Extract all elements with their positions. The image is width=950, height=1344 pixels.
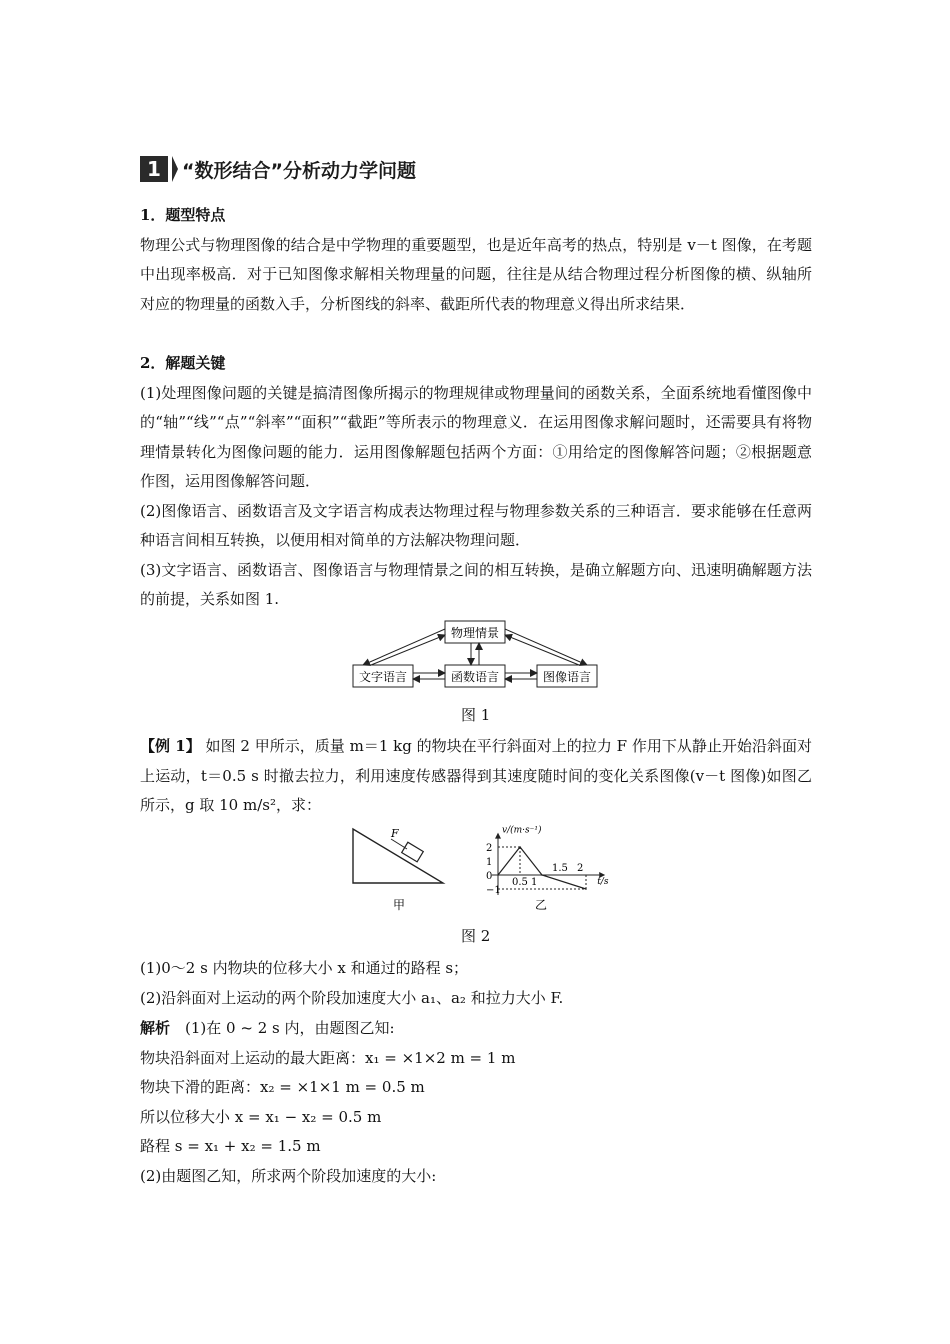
data-point	[497, 874, 499, 876]
solution-line-3: 所以位移大小 x = x₁ − x₂ = 0.5 m	[140, 1107, 382, 1126]
solution-intro: (1)在 0 ~ 2 s 内，由题图乙知:	[185, 1019, 395, 1037]
figure-2-right-caption: 乙	[535, 898, 548, 912]
y-axis-arrow-icon	[495, 833, 501, 839]
force-label: F	[391, 827, 399, 840]
figure-2-incline	[345, 823, 455, 918]
data-point	[541, 874, 543, 876]
x-tick-label: 1	[531, 877, 538, 888]
section-1	[140, 201, 812, 319]
features-paragraph: 物理公式与物理图像的结合是中学物理的重要题型，也是近年高考的热点，特别是 v－t 图像，在考题中出现率极高．对于已知图像求解相关物理量的问题，往往是从结合物理过程分析图像的横、纵轴所对应的物理量的函数入手，分析图线的斜率、截距所代表的物理意义得出所求结果．	[140, 235, 812, 313]
block	[402, 842, 424, 862]
section-title: “数形结合”分析动力学问题	[182, 159, 416, 182]
y-axis-label: v/(m·s⁻¹)	[502, 825, 542, 836]
question-2: (2)沿斜面对上运动的两个阶段加速度大小 a₁、a₂ 和拉力大小 F.	[140, 988, 564, 1007]
solution-line-4: 路程 s = x₁ + x₂ = 1.5 m	[140, 1137, 321, 1155]
key-point-3: (3)文字语言、函数语言、图像语言与物理情景之间的相互转换，是确立解题方向、迅速明确解题方法的前提，关系如图 1.	[140, 560, 812, 608]
x-axis-label: t/s	[597, 877, 609, 887]
key-point-1: (1)处理图像问题的关键是搞清图像所揭示的物理规律或物理量间的函数关系，全面系统地看懂图像中的“轴”“线”“点”“斜率”“面积”“截距”等所表示的物理意义．在运用图像求解问题时，还需要具有将物理情景转化为图像问题的能力．运用图像解题包括两个方面：①用给定的图像解答问题；②根据题意作图，运用图像解答问题．	[140, 383, 812, 490]
data-point	[519, 846, 521, 848]
box-graph-language-label: 图像语言	[542, 670, 592, 684]
box-physical-scene-label: 物理情景	[450, 626, 500, 640]
data-point	[585, 888, 587, 890]
solution-line-1: 物块沿斜面对上运动的最大距离：x₁ = ×1×2 m = 1 m	[140, 1048, 516, 1067]
subheading-key-points: 2．解题关键	[140, 354, 226, 372]
y-tick-label: 0	[486, 871, 493, 882]
figure-2-left-caption: 甲	[393, 898, 406, 912]
subheading-features: 1．题型特点	[140, 206, 226, 224]
figure-2-caption: 图 2	[461, 927, 491, 945]
solution-line-2: 物块下滑的距离：x₂ = ×1×1 m = 0.5 m	[140, 1078, 425, 1096]
section-heading	[140, 152, 416, 186]
y-tick-label: 1	[486, 857, 493, 868]
figure-2-vt-chart	[470, 822, 610, 922]
section-2	[140, 349, 812, 615]
solution-line-5: (2)由题图乙知，所求两个阶段加速度的大小:	[140, 1166, 437, 1185]
box-text-language-label: 文字语言	[358, 670, 408, 684]
question-1: (1)0～2 s 内物块的位移大小 x 和通过的路程 s；	[140, 959, 469, 977]
questions	[140, 954, 812, 1013]
x-tick-label: 2	[577, 863, 584, 874]
solution	[140, 1014, 812, 1191]
example-1	[140, 732, 812, 821]
example-label: 【例 1】	[140, 737, 201, 755]
box-function-language-label: 函数语言	[450, 670, 500, 684]
y-tick-label: 2	[486, 843, 493, 854]
key-point-2: (2)图像语言、函数语言及文字语言构成表达物理过程与物理参数关系的三种语言．要求能够在任意两种语言间相互转换，以便用相对简单的方法解决物理问题．	[140, 501, 812, 549]
force-arrow	[391, 839, 407, 849]
figure-1-caption: 图 1	[461, 706, 491, 724]
example-text: 如图 2 甲所示，质量 m＝1 kg 的物块在平行斜面对上的拉力 F 作用下从静止开始沿斜面对上运动，t＝0.5 s 时撤去拉力，利用速度传感器得到其速度随时间的变化关系图像(v－t 图像)如图乙所示，g 取 10 m/s²，求：	[140, 737, 812, 814]
figure-1-diagram	[345, 615, 605, 695]
solution-label: 解析	[140, 1019, 171, 1037]
section-number-badge: 1	[140, 156, 168, 182]
x-tick-label: 0.5	[512, 877, 528, 888]
y-tick-label: −1	[486, 885, 501, 896]
x-tick-label: 1.5	[552, 863, 568, 874]
badge-arrow-icon	[172, 156, 178, 182]
